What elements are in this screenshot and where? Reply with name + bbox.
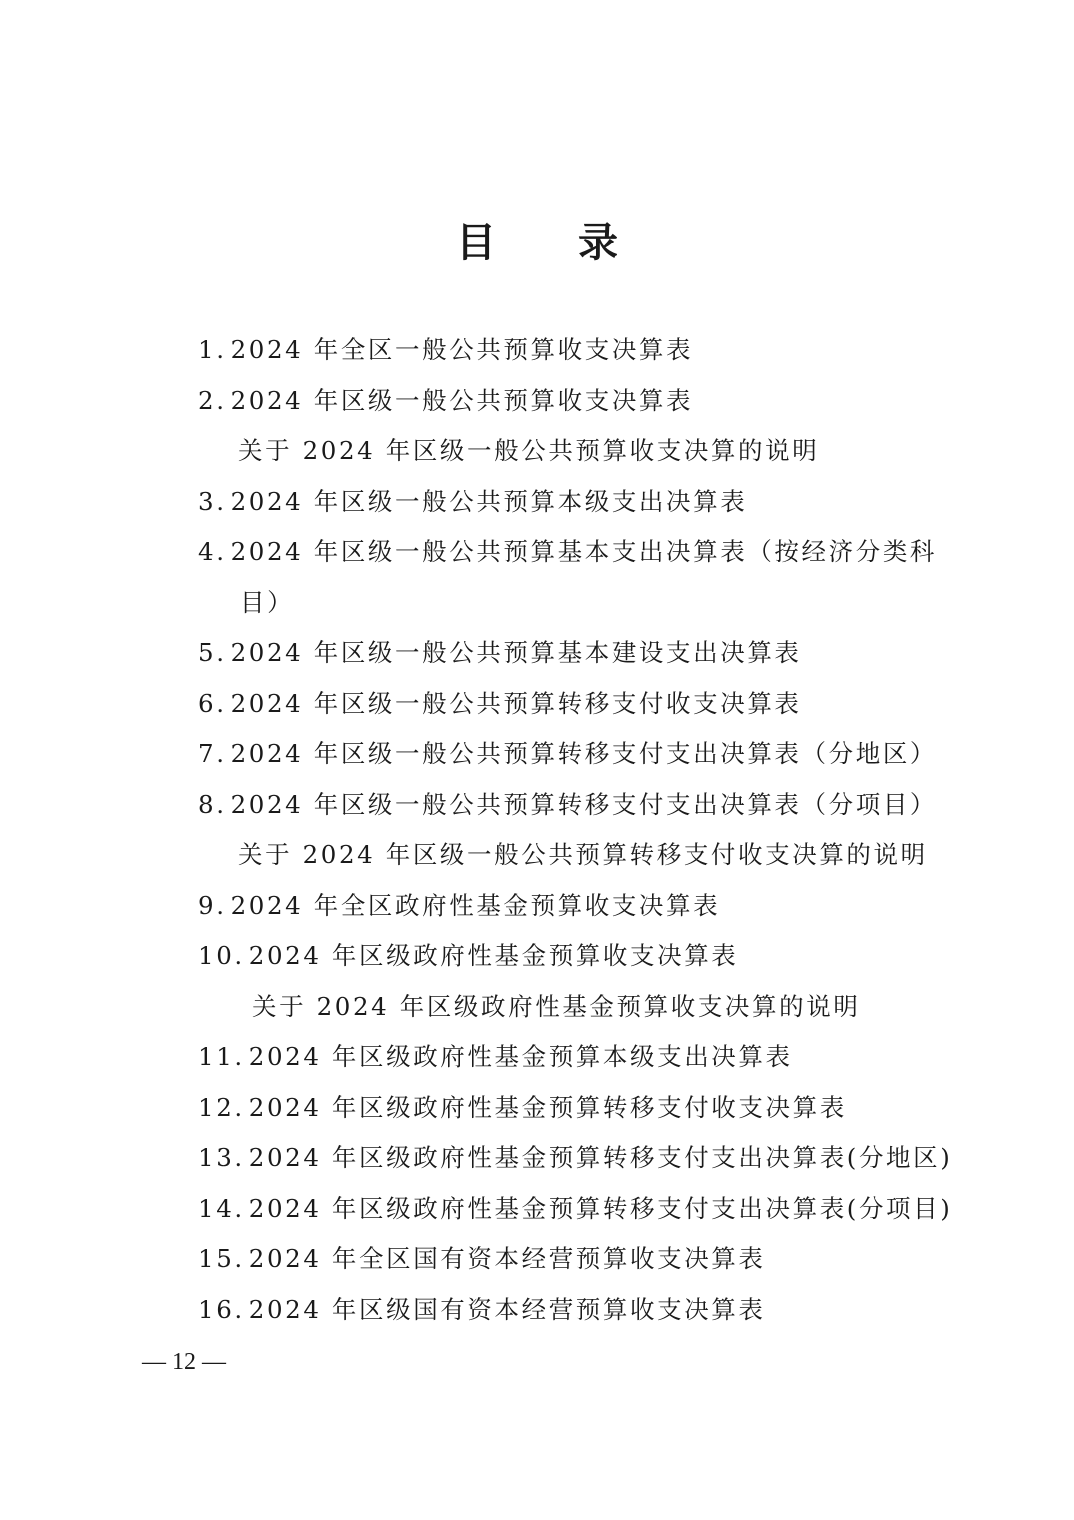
toc-entry: [198, 1083, 968, 1134]
toc-entry: [198, 679, 968, 730]
toc-entry-number: 3.: [198, 486, 227, 516]
toc-entry-text: 2024 年区级政府性基金预算转移支付支出决算表(分项目): [248, 1193, 953, 1223]
table-of-contents: [198, 325, 968, 1335]
toc-entry: [198, 1133, 968, 1184]
toc-entry-text: 关于 2024 年区级一般公共预算转移支付收支决算的说明: [238, 840, 928, 869]
toc-entry-number: 2.: [198, 385, 227, 415]
toc-entry-number: 1.: [198, 335, 227, 364]
toc-entry: [198, 729, 968, 780]
toc-entry: [198, 1285, 968, 1336]
toc-entry-number: 4.: [198, 537, 227, 566]
toc-entry-text: 2024 年区级政府性基金预算转移支付收支决算表: [248, 1092, 847, 1122]
toc-entry-text: 2024 年全区国有资本经营预算收支决算表: [248, 1244, 766, 1273]
toc-entry-text: 2024 年区级一般公共预算转移支付支出决算表（分项目）: [230, 789, 938, 819]
toc-entry: [198, 982, 968, 1033]
toc-entry: [198, 578, 968, 629]
toc-entry-text: 2024 年区级一般公共预算收支决算表: [230, 385, 694, 415]
toc-entry: [198, 527, 968, 578]
toc-entry-number: 15.: [198, 1244, 245, 1273]
toc-entry-text: 2024 年区级政府性基金预算收支决算表: [248, 941, 739, 970]
toc-entry-number: 13.: [198, 1143, 245, 1172]
toc-entry-number: 7.: [198, 739, 227, 768]
toc-entry: [198, 1234, 968, 1285]
toc-entry-number: 10.: [198, 941, 245, 970]
toc-entry-text: 2024 年区级一般公共预算本级支出决算表: [230, 486, 748, 516]
toc-entry-text: 2024 年区级政府性基金预算本级支出决算表: [248, 1042, 793, 1071]
page-number: — 12 —: [142, 1349, 226, 1375]
toc-entry: [198, 1184, 968, 1235]
toc-entry: [198, 426, 968, 477]
toc-entry: [198, 376, 968, 427]
toc-entry-text: 关于 2024 年区级政府性基金预算收支决算的说明: [252, 991, 861, 1021]
toc-entry-text: 2024 年区级一般公共预算基本建设支出决算表: [230, 638, 802, 667]
toc-entry: [198, 628, 968, 679]
toc-entry-text: 2024 年区级一般公共预算转移支付支出决算表（分地区）: [230, 739, 938, 768]
toc-entry: [198, 1032, 968, 1083]
toc-entry-number: 9.: [198, 890, 227, 920]
toc-entry-number: 12.: [198, 1092, 245, 1122]
toc-entry-number: 8.: [198, 789, 227, 819]
toc-entry: [198, 830, 968, 881]
toc-entry-text: 2024 年区级政府性基金预算转移支付支出决算表(分地区): [248, 1143, 953, 1172]
toc-entry: [198, 881, 968, 932]
toc-entry: [198, 931, 968, 982]
toc-entry-number: 16.: [198, 1294, 245, 1324]
page-title: 目 录: [456, 219, 652, 266]
toc-entry-text: 2024 年区级国有资本经营预算收支决算表: [248, 1294, 766, 1324]
toc-entry-text: 目）: [240, 587, 295, 617]
toc-entry-number: 5.: [198, 638, 227, 667]
toc-entry-number: 6.: [198, 688, 227, 718]
toc-entry-number: 14.: [198, 1193, 245, 1223]
toc-entry-number: 11.: [198, 1042, 245, 1071]
toc-entry-text: 2024 年区级一般公共预算转移支付收支决算表: [230, 688, 802, 718]
toc-entry-text: 2024 年全区政府性基金预算收支决算表: [230, 890, 721, 920]
toc-entry: [198, 477, 968, 528]
toc-entry: [198, 325, 968, 376]
toc-entry-text: 关于 2024 年区级一般公共预算收支决算的说明: [238, 436, 820, 465]
toc-entry-text: 2024 年全区一般公共预算收支决算表: [230, 335, 694, 364]
toc-entry-text: 2024 年区级一般公共预算基本支出决算表（按经济分类科: [230, 537, 938, 566]
toc-entry: [198, 780, 968, 831]
